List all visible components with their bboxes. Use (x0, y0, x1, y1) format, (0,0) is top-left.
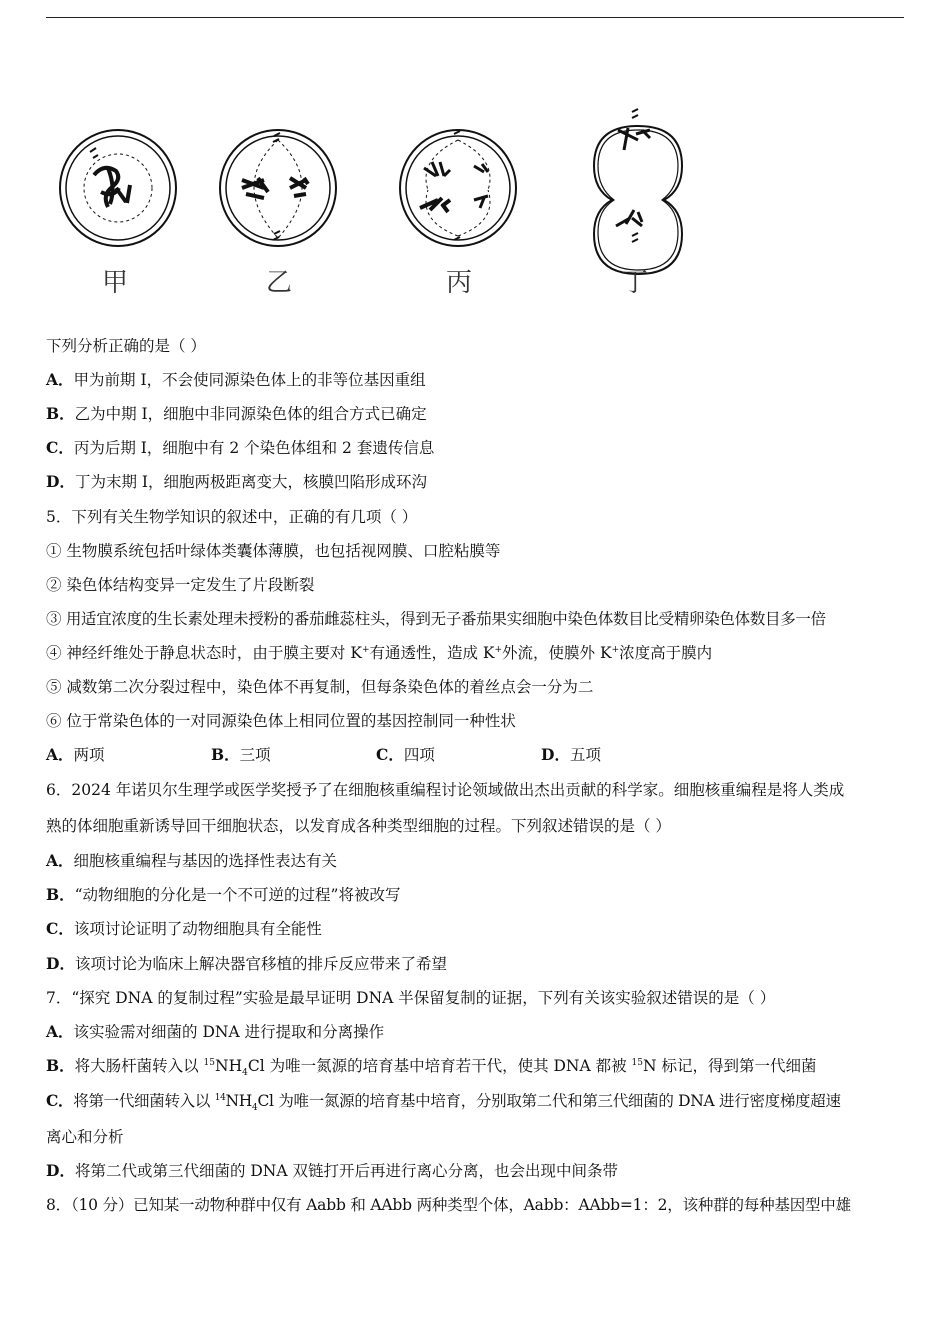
q5-option-d: D．五项 (541, 745, 601, 764)
q4-stem: 下列分析正确的是（ ） (46, 337, 206, 355)
q5-option-a: A．两项 (46, 745, 105, 764)
q7-option-c-continued: 离心和分析 (46, 1128, 124, 1146)
header-rule (46, 17, 904, 18)
figure-label-yi: 乙 (266, 268, 293, 298)
q7-option-c: C．将第一代细菌转入以 $^{14}NH_4Cl$ 为唯一氮源的培育基中培育，分别取第二代和第三代细菌的 DNA 进行密度梯度超速 (46, 1091, 841, 1114)
q7-stem: 7．“探究 DNA 的复制过程”实验是最早证明 DNA 半保留复制的证据，下列有关该实验叙述错误的是（ ） (46, 989, 776, 1007)
q4-option-d: D．丁为末期 I，细胞两极距离变大，核膜凹陷形成环沟 (46, 472, 428, 491)
q5-stem: 5．下列有关生物学知识的叙述中，正确的有几项（ ） (46, 508, 418, 526)
q4-option-b: B．乙为中期 I，细胞中非同源染色体的组合方式已确定 (46, 404, 427, 423)
q5-item-6: ⑥ 位于常染色体的一对同源染色体上相同位置的基因控制同一种性状 (46, 712, 516, 730)
q6-option-d: D．该项讨论为临床上解决器官移植的排斥反应带来了希望 (46, 954, 447, 973)
q5-options (46, 744, 601, 766)
q6-option-c: C．该项讨论证明了动物细胞具有全能性 (46, 919, 322, 938)
q6-stem-line-1: 6．2024 年诺贝尔生理学或医学奖授予了在细胞核重编程讨论领域做出杰出贡献的科学家。细胞核重编程是将人类成 (46, 781, 845, 799)
figure-label-ding: 丁 (622, 268, 649, 298)
q5-item-1: ① 生物膜系统包括叶绿体类囊体薄膜，也包括视网膜、口腔粘膜等 (46, 542, 501, 560)
q5-item-3: ③ 用适宜浓度的生长素处理未授粉的番茄雌蕊柱头，得到无子番茄果实细胞中染色体数目比受精卵染色体数目多一倍 (46, 610, 826, 628)
q5-item-5: ⑤ 减数第二次分裂过程中，染色体不再复制，但每条染色体的着丝点会一分为二 (46, 678, 594, 696)
cell-ding (594, 109, 682, 274)
cell-yi (220, 130, 336, 246)
q8-stem: 8．（10 分）已知某一动物种群中仅有 Aabb 和 AAbb 两种类型个体，Aabb：AAbb=1：2，该种群的每种基因型中雄 (46, 1196, 851, 1214)
cell-bing (400, 130, 516, 246)
q6-option-b: B．“动物细胞的分化是一个不可逆的过程”将被改写 (46, 885, 401, 904)
figure-label-bing: 丙 (446, 268, 473, 298)
q7-option-d: D．将第二代或第三代细菌的 DNA 双链打开后再进行离心分离，也会出现中间条带 (46, 1161, 618, 1180)
q5-item-4: ④ 神经纤维处于静息状态时，由于膜主要对 K+有通透性，造成 K+外流，使膜外 K+浓度高于膜内 (46, 644, 713, 662)
q4-option-c: C．丙为后期 I，细胞中有 2 个染色体组和 2 套遗传信息 (46, 438, 435, 457)
cell-jia (60, 130, 176, 246)
q7-option-b: B．将大肠杆菌转入以 $^{15}NH_4Cl$ 为唯一氮源的培育基中培育若干代，使其 DNA 都被 $^{15}$N 标记，得到第一代细菌 (46, 1056, 817, 1079)
q6-stem-line-2: 熟的体细胞重新诱导回干细胞状态，以发育成各种类型细胞的过程。下列叙述错误的是（ ） (46, 817, 671, 835)
q5-option-b: B．三项 (211, 745, 271, 764)
q7-option-a: A．该实验需对细菌的 DNA 进行提取和分离操作 (46, 1022, 385, 1041)
q6-option-a: A．细胞核重编程与基因的选择性表达有关 (46, 851, 338, 870)
q5-item-2: ② 染色体结构变异一定发生了片段断裂 (46, 576, 315, 594)
q4-option-a: A．甲为前期 I，不会使同源染色体上的非等位基因重组 (46, 370, 426, 389)
q5-option-c: C．四项 (376, 745, 435, 764)
figure-label-jia: 甲 (102, 268, 129, 298)
